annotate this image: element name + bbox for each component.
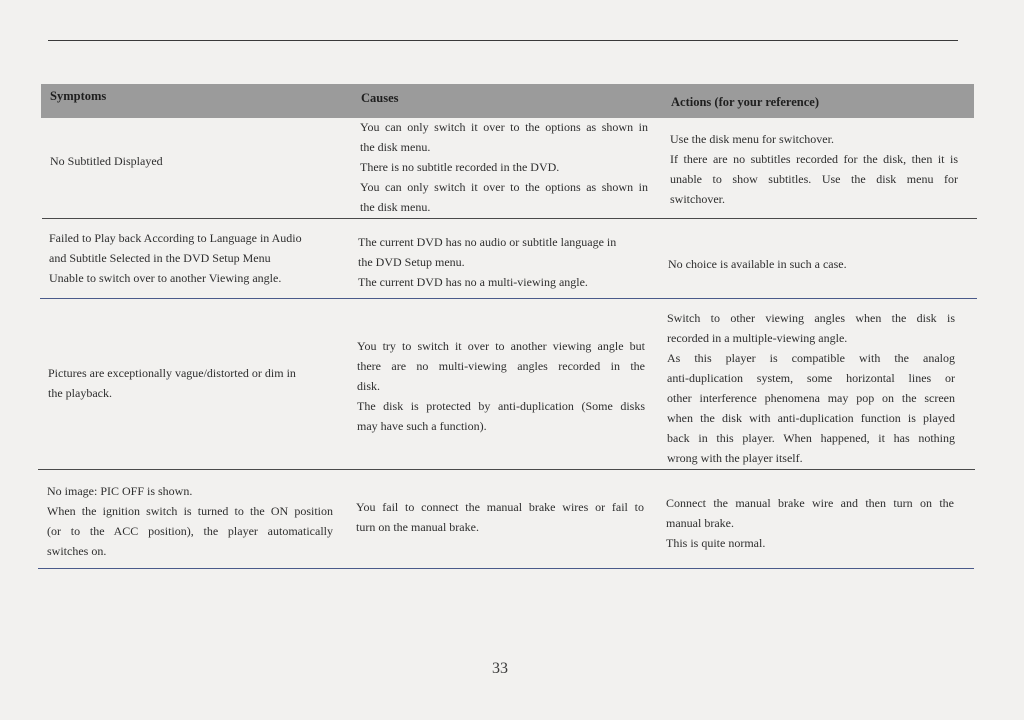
header-causes: Causes	[361, 91, 399, 105]
text-line: wrong with the player itself.	[667, 451, 803, 465]
row-1-actions	[670, 129, 958, 209]
text-line: The disk is protected by anti-duplication (Some disks	[357, 399, 645, 413]
row-divider	[40, 298, 977, 299]
text-line: You fail to connect the manual brake wires or fail to	[356, 500, 644, 514]
text-line: switches on.	[47, 544, 107, 558]
row-3-actions	[667, 308, 955, 468]
text-line: (or to the ACC position), the player automatically	[47, 524, 333, 538]
row-divider	[42, 218, 977, 219]
text-line: When the ignition switch is turned to the ON position	[47, 504, 333, 518]
row-divider	[38, 469, 975, 470]
row-1-causes	[360, 117, 648, 217]
text-line: The current DVD has no audio or subtitle language in	[358, 235, 617, 249]
header-actions: Actions (for your reference)	[671, 95, 819, 109]
text-line: the disk menu.	[360, 140, 431, 154]
text-line: No Subtitled Displayed	[50, 154, 163, 168]
text-line: There is no subtitle recorded in the DVD.	[360, 160, 560, 174]
text-line: the playback.	[48, 386, 112, 400]
text-line: Switch to other viewing angles when the disk is	[667, 311, 955, 325]
row-1-symptoms	[50, 151, 345, 171]
text-line: The current DVD has no a multi-viewing angle.	[358, 275, 588, 289]
row-2-causes	[358, 232, 650, 292]
text-line: If there are no subtitles recorded for the disk, then it is	[670, 152, 958, 166]
page-number: 33	[492, 660, 508, 677]
text-line: Unable to switch over to another Viewing angle.	[49, 271, 282, 285]
text-line: Pictures are exceptionally vague/distorted or dim in	[48, 366, 296, 380]
row-4-symptoms	[47, 481, 333, 561]
text-line: other interference phenomena may pop on the screen	[667, 391, 955, 405]
text-line: and Subtitle Selected in the DVD Setup Menu	[49, 251, 271, 265]
text-line: Connect the manual brake wire and then turn on the	[666, 496, 954, 510]
text-line: You try to switch it over to another viewing angle but	[357, 339, 645, 353]
text-line: back in this player. When happened, it has nothing	[667, 431, 955, 445]
text-line: disk.	[357, 379, 381, 393]
row-4-causes	[356, 497, 644, 537]
text-line: switchover.	[670, 192, 725, 206]
text-line: You can only switch it over to the options as shown in	[360, 120, 648, 134]
text-line: the disk menu.	[360, 200, 431, 214]
row-2-actions	[668, 254, 958, 274]
text-line: manual brake.	[666, 516, 734, 530]
text-line: there are no multi-viewing angles recorded in the	[357, 359, 645, 373]
text-line: turn on the manual brake.	[356, 520, 479, 534]
text-line: As this player is compatible with the analog	[667, 351, 955, 365]
header-symptoms: Symptoms	[50, 89, 107, 103]
text-line: This is quite normal.	[666, 536, 766, 550]
text-line: No image: PIC OFF is shown.	[47, 484, 193, 498]
text-line: Failed to Play back According to Language in Audio	[49, 231, 302, 245]
row-divider	[38, 568, 974, 569]
text-line: recorded in a multiple-viewing angle.	[667, 331, 848, 345]
text-line: the DVD Setup menu.	[358, 255, 465, 269]
row-2-symptoms	[49, 228, 349, 288]
row-3-symptoms	[48, 363, 333, 403]
text-line: No choice is available in such a case.	[668, 257, 847, 271]
text-line: unable to show subtitles. Use the disk menu for	[670, 172, 958, 186]
text-line: when the disk with anti-duplication function is played	[667, 411, 955, 425]
text-line: anti-duplication system, some horizontal lines or	[667, 371, 955, 385]
top-rule	[48, 40, 958, 41]
text-line: may have such a function).	[357, 419, 487, 433]
row-4-actions	[666, 493, 954, 553]
text-line: You can only switch it over to the options as shown in	[360, 180, 648, 194]
row-3-causes	[357, 336, 645, 436]
text-line: Use the disk menu for switchover.	[670, 132, 834, 146]
table-header-bar	[41, 84, 974, 118]
